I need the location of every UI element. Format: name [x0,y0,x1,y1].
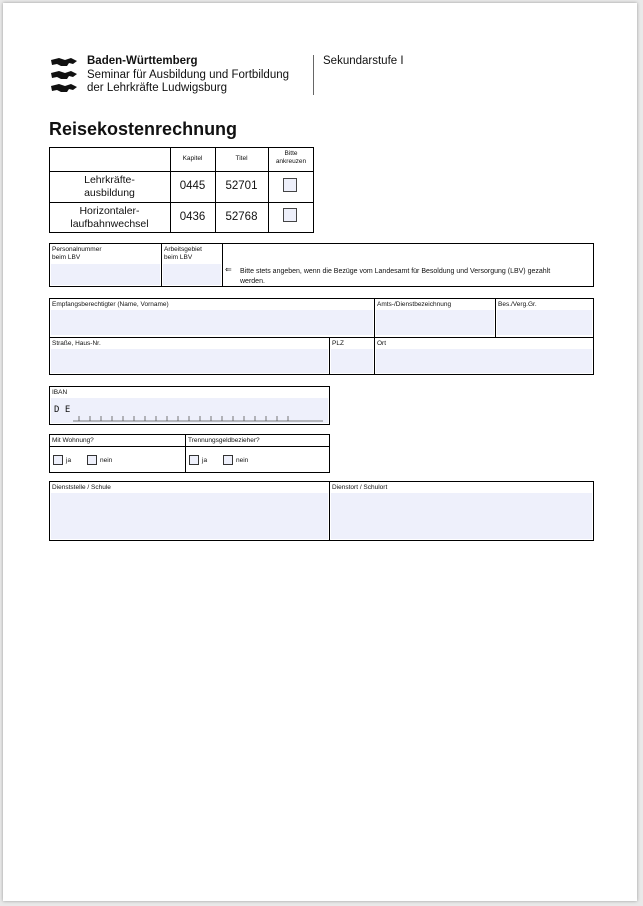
school-level: Sekundarstufe I [323,55,404,67]
iban-label: IBAN [52,389,68,396]
trennung-nein-label: nein [236,457,249,464]
personalnummer-input[interactable] [51,264,160,285]
wohnung-nein-label: nein [100,457,113,464]
amts-label: Amts-/Dienstbezeichnung [377,301,452,308]
plz-label: PLZ [332,340,344,347]
iban-prefix: D E [54,405,71,415]
dienstort-input[interactable] [331,493,592,539]
dienststelle-input[interactable] [51,493,328,539]
strasse-input[interactable] [51,349,328,373]
wohnung-ja-label: ja [66,457,72,464]
besverg-input[interactable] [497,310,592,335]
wohnung-ja-checkbox[interactable] [53,455,63,465]
document-page [3,3,637,901]
strasse-label: Straße, Haus-Nr. [52,340,101,347]
wohnung-label: Mit Wohnung? [52,437,94,444]
row-2-label-line2: laufbahnwechsel [70,218,149,230]
org-line-3: der Lehrkräfte Ludwigsburg [87,82,227,94]
row-1-titel: 52701 [225,180,258,192]
lbv-note-line2: werden. [240,278,265,285]
trennung-nein-checkbox[interactable] [223,455,233,465]
row-1-label-line1: Lehrkräfte- [84,174,135,186]
arbeitsgebiet-input[interactable] [163,264,221,285]
row-1-checkbox[interactable] [283,178,297,192]
empfaenger-input[interactable] [51,310,373,335]
left-arrow-icon: ⇐ [225,265,232,274]
lbv-note-line1: Bitte stets angeben, wenn die Bezüge vom Landesamt für Besoldung und Versorgung (LBV) gezahlt [240,268,551,275]
trennung-label: Trennungsgeldbezieher? [188,437,260,444]
org-name: Baden-Württemberg [87,55,198,67]
amts-input[interactable] [376,310,494,335]
header-bitte-ankreuzen: Bitte ankreuzen [275,150,307,165]
ort-label: Ort [377,340,387,347]
row-1-kapitel: 0445 [179,180,206,192]
trennung-ja-label: ja [202,457,208,464]
row-2-checkbox[interactable] [283,208,297,222]
iban-tick-marks [73,413,323,423]
arbeitsgebiet-label-2: beim LBV [164,254,193,261]
besverg-label: Bes./Verg.Gr. [498,301,537,308]
arbeitsgebiet-label-1: Arbeitsgebiet [164,246,202,253]
page-title: Reisekostenrechnung [49,119,238,139]
trennung-ja-checkbox[interactable] [189,455,199,465]
personalnummer-label-2: beim LBV [52,254,81,261]
dienststelle-label: Dienststelle / Schule [52,484,111,491]
header-titel: Titel [235,155,248,162]
empfaenger-label: Empfangsberechtigter (Name, Vorname) [52,301,169,308]
ort-input[interactable] [376,349,592,373]
header-divider [313,55,314,95]
lions-logo-icon [49,56,79,96]
header-kapitel: Kapitel [182,155,203,162]
wohnung-nein-checkbox[interactable] [87,455,97,465]
plz-input[interactable] [331,349,373,373]
dienstort-label: Dienstort / Schulort [332,484,388,491]
row-2-titel: 52768 [225,211,258,223]
personalnummer-label-1: Personalnummer [52,246,102,253]
row-2-label-line1: Horizontaler- [79,205,140,217]
org-line-2: Seminar für Ausbildung und Fortbildung [87,69,290,81]
row-2-kapitel: 0436 [179,211,206,223]
row-1-label-line2: ausbildung [84,187,135,199]
